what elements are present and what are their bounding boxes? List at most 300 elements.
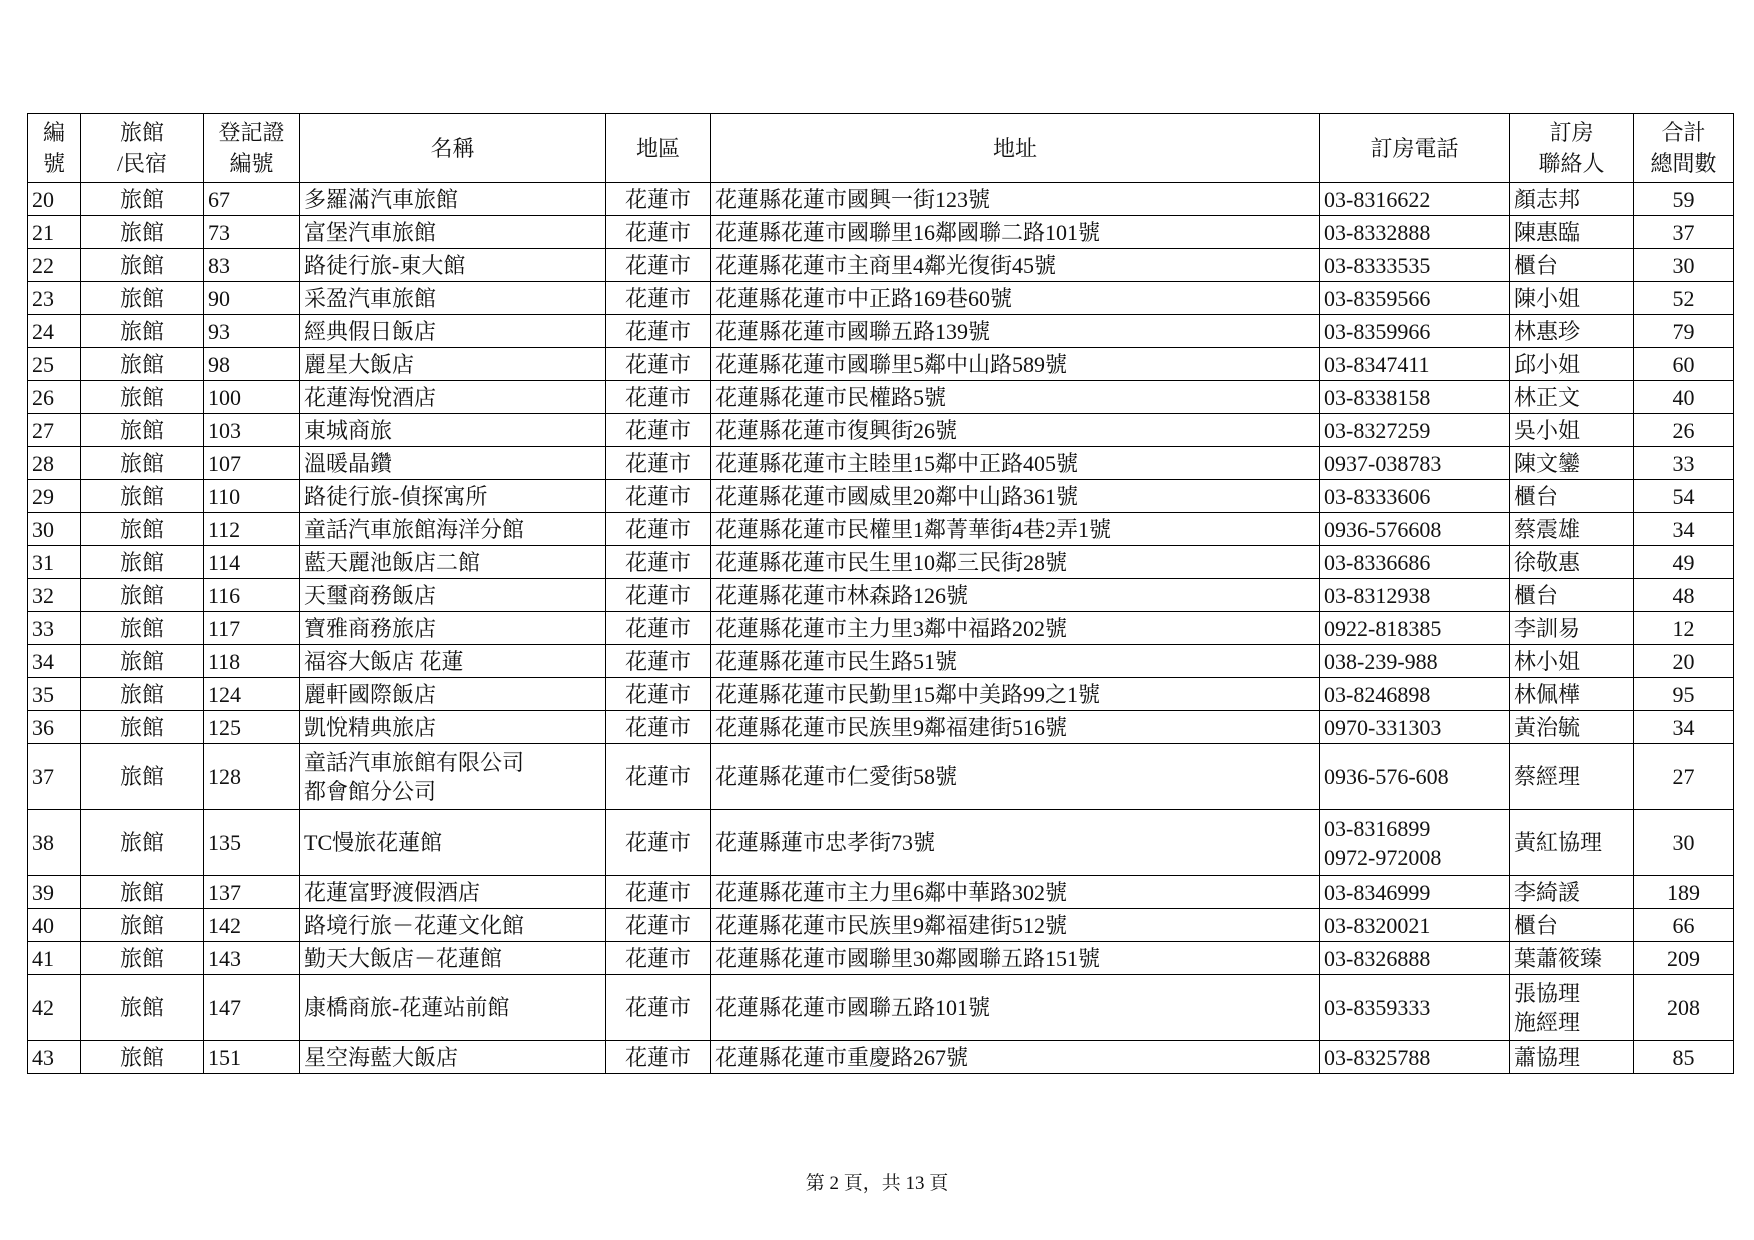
cell-contact-line: 蔡經理 <box>1514 764 1581 789</box>
cell-total-rooms: 33 <box>1634 447 1734 480</box>
cell-registration-no: 143 <box>204 942 300 975</box>
cell-name <box>300 249 606 282</box>
cell-phone-line: 0937-038783 <box>1324 450 1442 476</box>
cell-phone-line: 0922-818385 <box>1324 615 1442 641</box>
table-row <box>28 282 1734 315</box>
header-text: 訂房 <box>1549 120 1594 145</box>
cell-area: 花蓮市 <box>606 249 711 282</box>
cell-name <box>300 348 606 381</box>
cell-registration-no: 100 <box>204 381 300 414</box>
cell-area: 花蓮市 <box>606 1041 711 1074</box>
cell-no: 25 <box>28 348 81 381</box>
cell-phone <box>1320 183 1510 216</box>
cell-contact <box>1510 216 1634 249</box>
cell-address: 花蓮縣花蓮市復興街26號 <box>711 414 1320 447</box>
cell-no: 35 <box>28 678 81 711</box>
cell-area: 花蓮市 <box>606 678 711 711</box>
cell-total-rooms: 30 <box>1634 810 1734 876</box>
cell-total-rooms: 12 <box>1634 612 1734 645</box>
cell-name-line: 采盈汽車旅館 <box>304 285 437 311</box>
cell-address: 花蓮縣花蓮市重慶路267號 <box>711 1041 1320 1074</box>
cell-registration-no: 135 <box>204 810 300 876</box>
cell-registration-no: 103 <box>204 414 300 447</box>
cell-contact <box>1510 810 1634 876</box>
cell-registration-no: 90 <box>204 282 300 315</box>
cell-registration-no: 142 <box>204 909 300 942</box>
cell-contact <box>1510 579 1634 612</box>
cell-registration-no: 93 <box>204 315 300 348</box>
cell-name <box>300 975 606 1041</box>
cell-registration-no: 73 <box>204 216 300 249</box>
cell-type: 旅館 <box>81 975 204 1041</box>
cell-phone-line: 03-8333535 <box>1324 252 1431 278</box>
cell-contact-line: 張協理 <box>1514 980 1581 1006</box>
cell-type: 旅館 <box>81 1041 204 1074</box>
cell-area: 花蓮市 <box>606 744 711 810</box>
cell-contact <box>1510 183 1634 216</box>
cell-no: 38 <box>28 810 81 876</box>
cell-name <box>300 876 606 909</box>
cell-address: 花蓮縣花蓮市仁愛街58號 <box>711 744 1320 810</box>
cell-type: 旅館 <box>81 711 204 744</box>
cell-name-line: 藍天麗池飯店二館 <box>304 549 481 575</box>
cell-address: 花蓮縣花蓮市主睦里15鄰中正路405號 <box>711 447 1320 480</box>
cell-no: 26 <box>28 381 81 414</box>
cell-name-line: 路徒行旅-東大館 <box>304 252 466 278</box>
table-row <box>28 216 1734 249</box>
cell-no: 22 <box>28 249 81 282</box>
cell-name-line: 康橋商旅-花蓮站前館 <box>304 995 510 1020</box>
cell-phone-line: 03-8359566 <box>1324 285 1431 311</box>
cell-name <box>300 579 606 612</box>
cell-address: 花蓮縣花蓮市民生路51號 <box>711 645 1320 678</box>
cell-area: 花蓮市 <box>606 216 711 249</box>
cell-phone-line: 03-8347411 <box>1324 351 1430 377</box>
cell-contact-line: 黃紅協理 <box>1514 830 1603 855</box>
cell-name-line: 童話汽車旅館海洋分館 <box>304 516 525 542</box>
cell-phone-line: 03-8327259 <box>1324 417 1431 443</box>
header-no <box>28 114 81 183</box>
cell-phone <box>1320 645 1510 678</box>
cell-name-line: 花蓮富野渡假酒店 <box>304 879 481 905</box>
cell-contact <box>1510 414 1634 447</box>
cell-phone <box>1320 447 1510 480</box>
header-text: 總間數 <box>1650 151 1717 176</box>
cell-no: 36 <box>28 711 81 744</box>
cell-name-line: 路徒行旅-偵探寓所 <box>304 483 488 509</box>
cell-total-rooms: 27 <box>1634 744 1734 810</box>
header-text: 合計 <box>1661 120 1706 145</box>
cell-registration-no: 98 <box>204 348 300 381</box>
cell-phone-line: 038-239-988 <box>1324 648 1438 674</box>
cell-registration-no: 124 <box>204 678 300 711</box>
cell-total-rooms: 34 <box>1634 513 1734 546</box>
cell-registration-no: 118 <box>204 645 300 678</box>
cell-contact <box>1510 645 1634 678</box>
cell-phone-line: 03-8246898 <box>1324 681 1431 707</box>
header-text: 地址 <box>992 135 1037 161</box>
cell-area: 花蓮市 <box>606 381 711 414</box>
cell-no: 31 <box>28 546 81 579</box>
cell-name-line: 路境行旅－花蓮文化館 <box>304 912 525 938</box>
cell-contact-line: 吳小姐 <box>1514 417 1581 443</box>
cell-contact <box>1510 678 1634 711</box>
cell-type: 旅館 <box>81 909 204 942</box>
cell-total-rooms: 189 <box>1634 876 1734 909</box>
cell-name <box>300 315 606 348</box>
cell-contact <box>1510 909 1634 942</box>
cell-contact <box>1510 1041 1634 1074</box>
cell-phone <box>1320 480 1510 513</box>
cell-contact-line: 櫃台 <box>1514 483 1559 509</box>
cell-contact-line: 葉蕭筱臻 <box>1514 945 1603 971</box>
cell-no: 42 <box>28 975 81 1041</box>
cell-name-line: 麗星大飯店 <box>304 351 415 377</box>
cell-name-line: 寶雅商務旅店 <box>304 615 437 641</box>
table-row <box>28 546 1734 579</box>
cell-registration-no: 125 <box>204 711 300 744</box>
header-text: 編 <box>42 120 65 145</box>
cell-no: 34 <box>28 645 81 678</box>
cell-contact-line: 櫃台 <box>1514 912 1559 938</box>
cell-phone <box>1320 381 1510 414</box>
cell-total-rooms: 60 <box>1634 348 1734 381</box>
cell-no: 41 <box>28 942 81 975</box>
cell-phone <box>1320 282 1510 315</box>
cell-no: 39 <box>28 876 81 909</box>
table-row <box>28 942 1734 975</box>
cell-address: 花蓮縣花蓮市民勤里15鄰中美路99之1號 <box>711 678 1320 711</box>
table-row <box>28 612 1734 645</box>
cell-total-rooms: 95 <box>1634 678 1734 711</box>
cell-name <box>300 909 606 942</box>
cell-contact-line: 林小姐 <box>1514 648 1581 674</box>
cell-name <box>300 513 606 546</box>
cell-name <box>300 216 606 249</box>
cell-phone-line: 0970-331303 <box>1324 714 1442 740</box>
cell-registration-no: 110 <box>204 480 300 513</box>
cell-type: 旅館 <box>81 216 204 249</box>
cell-contact-line: 施經理 <box>1514 1009 1581 1035</box>
cell-contact <box>1510 942 1634 975</box>
cell-total-rooms: 79 <box>1634 315 1734 348</box>
cell-contact-line: 蔡震雄 <box>1514 516 1581 542</box>
table-body <box>28 183 1734 1074</box>
cell-total-rooms: 48 <box>1634 579 1734 612</box>
table-row <box>28 1041 1734 1074</box>
cell-name <box>300 282 606 315</box>
table-header <box>28 114 1734 183</box>
cell-no: 28 <box>28 447 81 480</box>
cell-no: 29 <box>28 480 81 513</box>
cell-area: 花蓮市 <box>606 909 711 942</box>
cell-contact-line: 林佩樺 <box>1514 681 1581 707</box>
cell-phone-line: 0972-972008 <box>1324 844 1442 870</box>
cell-phone-line: 03-8333606 <box>1324 483 1431 509</box>
cell-contact-line: 李綺諼 <box>1514 879 1581 905</box>
cell-name <box>300 546 606 579</box>
cell-name-line: 都會館分公司 <box>304 778 437 804</box>
cell-address: 花蓮縣花蓮市國威里20鄰中山路361號 <box>711 480 1320 513</box>
table-row <box>28 678 1734 711</box>
cell-name <box>300 1041 606 1074</box>
cell-type: 旅館 <box>81 480 204 513</box>
cell-name-line: 溫暖晶鑽 <box>304 450 393 476</box>
table-row <box>28 447 1734 480</box>
cell-contact <box>1510 447 1634 480</box>
cell-name <box>300 480 606 513</box>
cell-address: 花蓮縣花蓮市民族里9鄰福建街516號 <box>711 711 1320 744</box>
cell-phone <box>1320 612 1510 645</box>
table-row <box>28 315 1734 348</box>
cell-name <box>300 612 606 645</box>
cell-phone <box>1320 909 1510 942</box>
cell-address: 花蓮縣花蓮市國興一街123號 <box>711 183 1320 216</box>
header-text: /民宿 <box>116 151 168 176</box>
cell-name <box>300 645 606 678</box>
cell-area: 花蓮市 <box>606 348 711 381</box>
cell-total-rooms: 37 <box>1634 216 1734 249</box>
table-row <box>28 810 1734 876</box>
cell-contact-line: 邱小姐 <box>1514 351 1581 377</box>
table-row <box>28 249 1734 282</box>
cell-no: 40 <box>28 909 81 942</box>
cell-no: 21 <box>28 216 81 249</box>
cell-registration-no: 137 <box>204 876 300 909</box>
page-number-footer: 第 2 頁，共 13 頁 <box>805 1173 949 1194</box>
cell-phone-line: 03-8346999 <box>1324 879 1431 905</box>
cell-registration-no: 83 <box>204 249 300 282</box>
header-text: 地區 <box>635 135 680 161</box>
hotel-registry-table <box>27 113 1734 1074</box>
table-row <box>28 645 1734 678</box>
cell-area: 花蓮市 <box>606 513 711 546</box>
cell-registration-no: 151 <box>204 1041 300 1074</box>
table-row <box>28 975 1734 1041</box>
cell-address: 花蓮縣花蓮市主力里3鄰中福路202號 <box>711 612 1320 645</box>
cell-phone-line: 0936-576608 <box>1324 516 1442 542</box>
cell-registration-no: 67 <box>204 183 300 216</box>
cell-address: 花蓮縣花蓮市民權里1鄰菁華街4巷2弄1號 <box>711 513 1320 546</box>
cell-area: 花蓮市 <box>606 183 711 216</box>
cell-registration-no: 116 <box>204 579 300 612</box>
cell-area: 花蓮市 <box>606 315 711 348</box>
cell-phone <box>1320 1041 1510 1074</box>
cell-phone-line: 03-8359966 <box>1324 318 1431 344</box>
cell-address: 花蓮縣花蓮市林森路126號 <box>711 579 1320 612</box>
header-text: 號 <box>42 151 65 176</box>
cell-name <box>300 447 606 480</box>
cell-area: 花蓮市 <box>606 975 711 1041</box>
cell-total-rooms: 26 <box>1634 414 1734 447</box>
cell-total-rooms: 54 <box>1634 480 1734 513</box>
cell-phone-line: 03-8320021 <box>1324 912 1431 938</box>
header-text: 聯絡人 <box>1538 151 1605 176</box>
cell-type: 旅館 <box>81 249 204 282</box>
cell-type: 旅館 <box>81 612 204 645</box>
cell-address: 花蓮縣花蓮市國聯里5鄰中山路589號 <box>711 348 1320 381</box>
cell-contact <box>1510 546 1634 579</box>
cell-contact-line: 蕭協理 <box>1514 1044 1581 1070</box>
table-row <box>28 744 1734 810</box>
cell-type: 旅館 <box>81 579 204 612</box>
cell-type: 旅館 <box>81 381 204 414</box>
cell-name-line: 富堡汽車旅館 <box>304 219 437 245</box>
cell-total-rooms: 49 <box>1634 546 1734 579</box>
cell-area: 花蓮市 <box>606 282 711 315</box>
cell-registration-no: 117 <box>204 612 300 645</box>
cell-contact <box>1510 975 1634 1041</box>
cell-registration-no: 112 <box>204 513 300 546</box>
cell-name <box>300 678 606 711</box>
cell-address: 花蓮縣花蓮市主商里4鄰光復街45號 <box>711 249 1320 282</box>
cell-address: 花蓮縣花蓮市民生里10鄰三民街28號 <box>711 546 1320 579</box>
cell-name-line: 童話汽車旅館有限公司 <box>304 749 525 775</box>
cell-phone <box>1320 678 1510 711</box>
header-contact <box>1510 114 1634 183</box>
cell-total-rooms: 34 <box>1634 711 1734 744</box>
cell-phone <box>1320 975 1510 1041</box>
cell-area: 花蓮市 <box>606 447 711 480</box>
cell-name-line: 福容大飯店 花蓮 <box>304 648 464 674</box>
cell-name <box>300 711 606 744</box>
cell-name-line: 花蓮海悅酒店 <box>304 384 437 410</box>
cell-contact <box>1510 381 1634 414</box>
header-registration-no <box>204 114 300 183</box>
cell-address: 花蓮縣花蓮市中正路169巷60號 <box>711 282 1320 315</box>
cell-area: 花蓮市 <box>606 546 711 579</box>
cell-contact <box>1510 744 1634 810</box>
header-area <box>606 114 711 183</box>
cell-contact-line: 李訓易 <box>1514 615 1581 641</box>
cell-address: 花蓮縣花蓮市主力里6鄰中華路302號 <box>711 876 1320 909</box>
cell-total-rooms: 52 <box>1634 282 1734 315</box>
cell-phone <box>1320 546 1510 579</box>
cell-total-rooms: 66 <box>1634 909 1734 942</box>
cell-contact <box>1510 711 1634 744</box>
header-phone <box>1320 114 1510 183</box>
cell-contact-line: 櫃台 <box>1514 582 1559 608</box>
table-row <box>28 909 1734 942</box>
cell-contact <box>1510 480 1634 513</box>
cell-name-line: 經典假日飯店 <box>304 318 437 344</box>
cell-phone <box>1320 249 1510 282</box>
cell-contact-line: 徐敬惠 <box>1514 549 1581 575</box>
header-address <box>711 114 1320 183</box>
table-row <box>28 480 1734 513</box>
table-row <box>28 183 1734 216</box>
cell-phone <box>1320 414 1510 447</box>
cell-phone-line: 03-8316899 <box>1324 815 1431 841</box>
cell-type: 旅館 <box>81 942 204 975</box>
header-name <box>300 114 606 183</box>
cell-no: 27 <box>28 414 81 447</box>
cell-total-rooms: 85 <box>1634 1041 1734 1074</box>
cell-area: 花蓮市 <box>606 942 711 975</box>
cell-phone-line: 0936-576-608 <box>1324 764 1449 789</box>
cell-type: 旅館 <box>81 546 204 579</box>
cell-type: 旅館 <box>81 744 204 810</box>
cell-type: 旅館 <box>81 513 204 546</box>
cell-name-line: 勤天大飯店－花蓮館 <box>304 945 503 971</box>
table-row <box>28 414 1734 447</box>
cell-name <box>300 183 606 216</box>
cell-phone <box>1320 579 1510 612</box>
cell-area: 花蓮市 <box>606 711 711 744</box>
cell-phone <box>1320 315 1510 348</box>
cell-type: 旅館 <box>81 282 204 315</box>
cell-no: 23 <box>28 282 81 315</box>
cell-registration-no: 107 <box>204 447 300 480</box>
cell-contact-line: 顏志邦 <box>1514 186 1581 212</box>
cell-phone-line: 03-8325788 <box>1324 1044 1431 1070</box>
cell-address: 花蓮縣花蓮市國聯五路101號 <box>711 975 1320 1041</box>
cell-name <box>300 414 606 447</box>
cell-type: 旅館 <box>81 414 204 447</box>
cell-area: 花蓮市 <box>606 810 711 876</box>
header-text: 登記證 <box>218 120 285 145</box>
cell-type: 旅館 <box>81 810 204 876</box>
cell-no: 43 <box>28 1041 81 1074</box>
cell-no: 32 <box>28 579 81 612</box>
cell-contact-line: 櫃台 <box>1514 252 1559 278</box>
cell-contact-line: 林惠珍 <box>1514 318 1581 344</box>
cell-no: 33 <box>28 612 81 645</box>
cell-contact <box>1510 612 1634 645</box>
cell-area: 花蓮市 <box>606 645 711 678</box>
cell-contact <box>1510 513 1634 546</box>
cell-contact-line: 陳惠臨 <box>1514 219 1581 245</box>
cell-type: 旅館 <box>81 183 204 216</box>
cell-contact <box>1510 249 1634 282</box>
cell-phone <box>1320 513 1510 546</box>
header-row <box>28 114 1734 183</box>
cell-contact <box>1510 348 1634 381</box>
cell-phone-line: 03-8312938 <box>1324 582 1431 608</box>
cell-area: 花蓮市 <box>606 579 711 612</box>
header-text: 編號 <box>229 151 274 176</box>
cell-total-rooms: 59 <box>1634 183 1734 216</box>
cell-phone-line: 03-8338158 <box>1324 384 1431 410</box>
cell-phone-line: 03-8359333 <box>1324 995 1431 1020</box>
cell-name <box>300 942 606 975</box>
table-row <box>28 513 1734 546</box>
cell-total-rooms: 209 <box>1634 942 1734 975</box>
cell-area: 花蓮市 <box>606 876 711 909</box>
cell-address: 花蓮縣花蓮市民權路5號 <box>711 381 1320 414</box>
cell-type: 旅館 <box>81 315 204 348</box>
cell-name <box>300 810 606 876</box>
cell-no: 30 <box>28 513 81 546</box>
cell-phone-line: 03-8316622 <box>1324 186 1431 212</box>
cell-no: 37 <box>28 744 81 810</box>
cell-name-line: 東城商旅 <box>304 417 393 443</box>
cell-no: 20 <box>28 183 81 216</box>
table-row <box>28 876 1734 909</box>
cell-address: 花蓮縣花蓮市國聯里16鄰國聯二路101號 <box>711 216 1320 249</box>
cell-name-line: 天璽商務飯店 <box>304 582 437 608</box>
cell-phone-line: 03-8326888 <box>1324 945 1431 971</box>
cell-type: 旅館 <box>81 348 204 381</box>
cell-name-line: 麗軒國際飯店 <box>304 681 437 707</box>
table-row <box>28 579 1734 612</box>
cell-phone <box>1320 711 1510 744</box>
cell-contact <box>1510 876 1634 909</box>
cell-address: 花蓮縣花蓮市國聯里30鄰國聯五路151號 <box>711 942 1320 975</box>
cell-total-rooms: 20 <box>1634 645 1734 678</box>
cell-phone <box>1320 876 1510 909</box>
cell-type: 旅館 <box>81 678 204 711</box>
